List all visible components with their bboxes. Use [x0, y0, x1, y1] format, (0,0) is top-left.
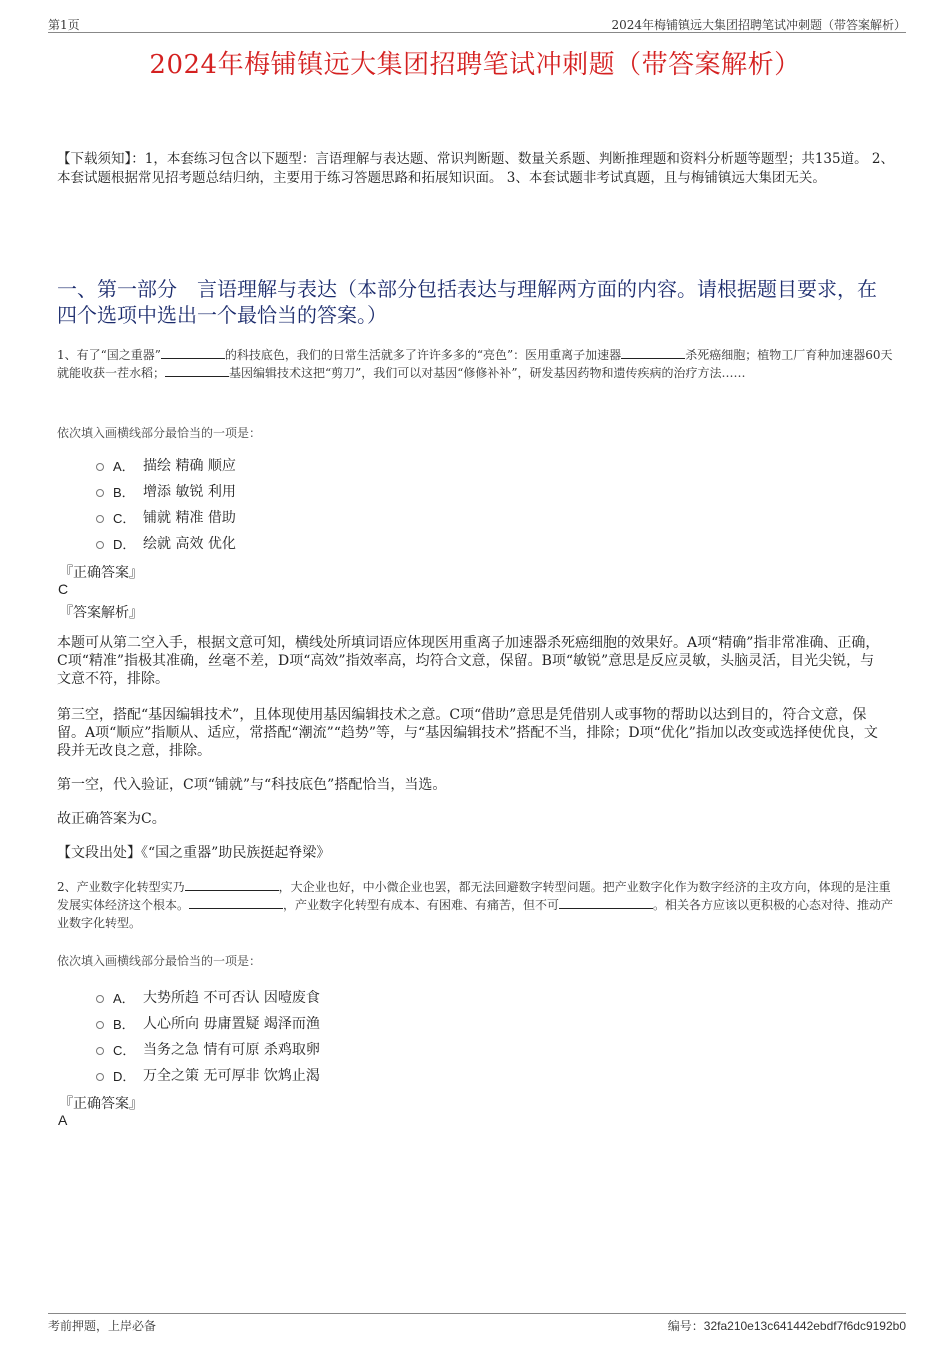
blank-line: [189, 896, 283, 909]
header-doc-title: 2024年梅铺镇远大集团招聘笔试冲刺题（带答案解析）: [611, 18, 906, 32]
section-heading: 一、第一部分 言语理解与表达（本部分包括表达与理解两方面的内容。请根据题目要求，在四个选项中选出一个最恰当的答案。）: [57, 277, 877, 327]
footer-code: 编号：32fa210e13c641442ebdf7f6dc9192b0: [667, 1319, 906, 1333]
question-1-options: [96, 452, 236, 556]
question-2-instruction: 依次填入画横线部分最恰当的一项是：: [57, 954, 262, 968]
radio-icon[interactable]: [96, 995, 104, 1003]
question-1-instruction: 依次填入画横线部分最恰当的一项是：: [57, 426, 262, 440]
radio-icon[interactable]: [96, 1073, 104, 1081]
blank-line: [621, 346, 685, 359]
blank-line: [161, 346, 225, 359]
download-notice: 【下载须知】：1，本套练习包含以下题型：言语理解与表达题、常识判断题、数量关系题、判断推理题和资料分析题等题型；共135道。 2、本套试题根据常见招考题总结归纳，主要用于练习答题思路和拓展知识面。 3、本套试题非考试真题，且与梅铺镇远大集团无关。: [57, 151, 894, 186]
option-d[interactable]: D． 万全之策 无可厚非 饮鸩止渴: [96, 1062, 320, 1088]
radio-icon[interactable]: [96, 489, 104, 497]
question-2-options: [96, 984, 320, 1088]
question-1-text: 1、有了“国之重器” 的科技底色，我们的日常生活就多了许许多多的“亮色”：医用重离子加速器 杀死癌细胞；植物工厂育种加速器60天就能收获一茬水稻； 基因编辑技术这把“剪刀”，我们可以对基因“修修补补”，研发基因药物和遗传疾病的治疗方法……: [57, 348, 893, 380]
option-c[interactable]: C． 铺就 精准 借助: [96, 504, 236, 530]
passage-source: 【文段出处】《“国之重器”助民族挺起脊梁》: [57, 845, 331, 861]
blank-line: [559, 896, 653, 909]
radio-icon[interactable]: [96, 463, 104, 471]
page-header: [48, 14, 906, 33]
option-b[interactable]: B． 增添 敏锐 利用: [96, 478, 236, 504]
radio-icon[interactable]: [96, 1047, 104, 1055]
option-a[interactable]: A． 大势所趋 不可否认 因噎废食: [96, 984, 320, 1010]
question-2-text: 2、产业数字化转型实乃 ，大企业也好，中小微企业也罢，都无法回避数字转型问题。把产业数字化作为数字经济的主攻方向，体现的是注重发展实体经济这个根本。 ，产业数字化转型有成本、有困难、有痛苦，但不可 。相关各方应该以更积极的心态对待、推动产业数字化转型。: [57, 880, 894, 930]
analysis-paragraph: 第一空，代入验证，C项“铺就”与“科技底色”搭配恰当，当选。: [57, 777, 447, 793]
correct-answer-value: A: [58, 1112, 68, 1128]
radio-icon[interactable]: [96, 1021, 104, 1029]
analysis-paragraph: 本题可从第二空入手，根据文意可知，横线处所填词语应体现医用重离子加速器杀死癌细胞的效果好。A项“精确”指非常准确、正确，C项“精准”指极其准确，丝毫不差，D项“高效”指效率高，均符合文意，保留。B项“敏锐”意思是反应灵敏，头脑灵活，目光尖锐，与文意不符，排除。: [57, 635, 880, 687]
radio-icon[interactable]: [96, 515, 104, 523]
correct-answer-label: 『正确答案』: [59, 565, 143, 581]
analysis-label: 『答案解析』: [59, 605, 143, 621]
blank-line: [185, 878, 279, 891]
option-a[interactable]: A． 描绘 精确 顺应: [96, 452, 236, 478]
radio-icon[interactable]: [96, 541, 104, 549]
option-d[interactable]: D． 绘就 高效 优化: [96, 530, 236, 556]
analysis-paragraph: 第三空，搭配“基因编辑技术”，且体现使用基因编辑技术之意。C项“借助”意思是凭借别人或事物的帮助以达到目的，符合文意，保留。A项“顺应”指顺从、适应，常搭配“潮流”“趋势”等，与“基因编辑技术”搭配不当，排除；D项“优化”指加以改变或选择使优良，文段并无改良之意，排除。: [57, 707, 878, 759]
footer-slogan: 考前押题，上岸必备: [48, 1319, 157, 1333]
page-footer: [48, 1313, 906, 1334]
analysis-conclusion: 故正确答案为C。: [57, 811, 166, 827]
option-c[interactable]: C． 当务之急 情有可原 杀鸡取卵: [96, 1036, 320, 1062]
document-title: 2024年梅铺镇远大集团招聘笔试冲刺题（带答案解析）: [149, 50, 801, 80]
correct-answer-label: 『正确答案』: [59, 1096, 143, 1112]
correct-answer-value: C: [58, 581, 69, 597]
option-b[interactable]: B． 人心所向 毋庸置疑 竭泽而渔: [96, 1010, 320, 1036]
page-number: 第1页: [48, 18, 80, 32]
blank-line: [165, 364, 229, 377]
